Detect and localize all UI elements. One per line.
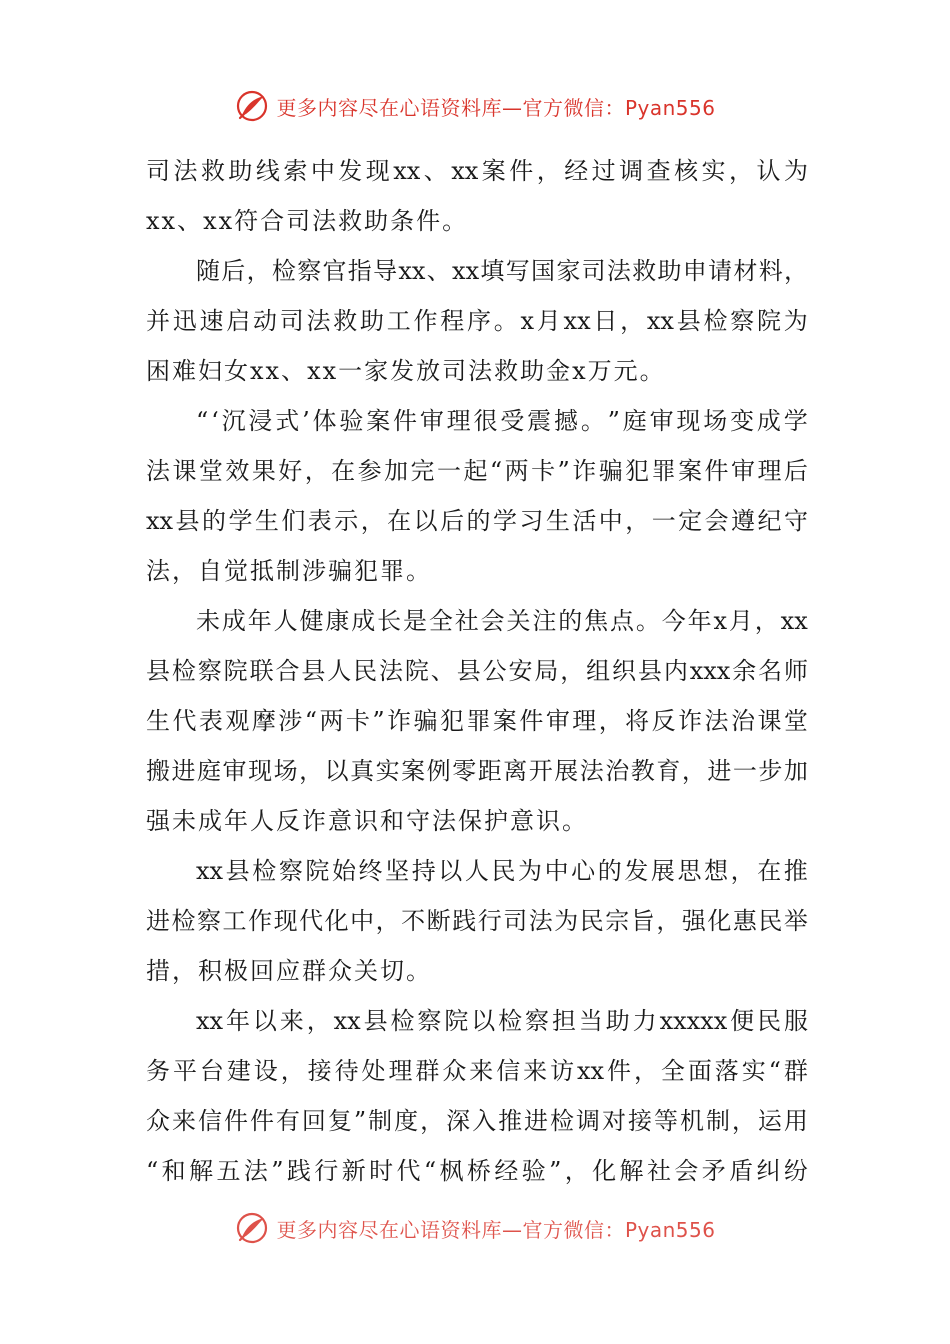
paragraph-line: 进 检 察 工 作 现 代 化 中 ， 不 断 践 行 司 法 为 民 宗 旨 ， 强 化 惠 民 举 [146, 907, 808, 935]
watermark-text: 更多内容尽在心语资料库—官方微信：Pyan556 [276, 95, 716, 120]
paragraph-line: 县 检 察 院 联 合 县 人 民 法 院 、 县 公 安 局 ， 组 织 县 内 xxx 余 名 师 [146, 657, 808, 685]
paragraph-line: 生 代 表 观 摩 涉 “ 两 卡 ” 诈 骗 犯 罪 案 件 审 理 ， 将 反 诈 法 治 课 堂 [146, 707, 808, 735]
paragraph-line: 法，自觉抵制涉骗犯罪。 [146, 557, 432, 585]
paragraph-line: 务 平 台 建 设 ， 接 待 处 理 群 众 来 信 来 访 xx 件 ， 全 面 落 实 “ 群 [146, 1057, 808, 1085]
footer-watermark [0, 1210, 950, 1246]
header-watermark [0, 88, 950, 124]
paragraph-line: 司 法 救 助 线 索 中 发 现 xx 、 xx 案 件 ， 经 过 调 查 核 实 ， 认 为 [146, 157, 808, 185]
paragraph-line: 并 迅 速 启 动 司 法 救 助 工 作 程 序 。 x 月 xx 日 ， xx 县 检 察 院 为 [146, 307, 808, 335]
watermark-text: 更多内容尽在心语资料库—官方微信：Pyan556 [276, 1217, 716, 1242]
document-body [146, 146, 808, 1196]
paragraph-line: 强未成年人反诈意识和守法保护意识。 [146, 807, 588, 835]
paragraph-line: “ 和 解 五 法 ” 践 行 新 时 代 “ 枫 桥 经 验 ” ， 化 解 社 会 矛 盾 纠 纷 [146, 1157, 808, 1185]
paragraph-line: 措，积极回应群众关切。 [146, 957, 432, 985]
paragraph-line: 未 成 年 人 健 康 成 长 是 全 社 会 关 注 的 焦 点 。 今 年 x 月 ， xx [196, 607, 808, 635]
paragraph-line: xx、xx符合司法救助条件。 [146, 207, 469, 235]
paragraph-line: xx 县 的 学 生 们 表 示 ， 在 以 后 的 学 习 生 活 中 ， 一 定 会 遵 纪 守 [146, 507, 808, 535]
paragraph-line: “ ‘ 沉 浸 式 ’ 体 验 案 件 审 理 很 受 震 撼 。 ” 庭 审 现 场 变 成 学 [196, 407, 808, 435]
pen-nib-logo-icon [234, 1210, 270, 1246]
paragraph-line: 困难妇女xx、xx一家发放司法救助金x万元。 [146, 357, 666, 385]
paragraph-line: xx 年 以 来 ， xx 县 检 察 院 以 检 察 担 当 助 力 xxxxx 便 民 服 [196, 1007, 808, 1035]
paragraph-line: 随 后 ， 检 察 官 指 导 xx 、 xx 填 写 国 家 司 法 救 助 申 请 材 料 ， [196, 257, 808, 285]
paragraph-line: 众 来 信 件 件 有 回 复 ” 制 度 ， 深 入 推 进 检 调 对 接 等 机 制 ， 运 用 [146, 1107, 808, 1135]
paragraph-line: 搬 进 庭 审 现 场 ， 以 真 实 案 例 零 距 离 开 展 法 治 教 育 ， 进 一 步 加 [146, 757, 808, 785]
pen-nib-logo-icon [234, 88, 270, 124]
paragraph-line: 法 课 堂 效 果 好 ， 在 参 加 完 一 起 “ 两 卡 ” 诈 骗 犯 罪 案 件 审 理 后 [146, 457, 808, 485]
paragraph-line: xx 县 检 察 院 始 终 坚 持 以 人 民 为 中 心 的 发 展 思 想 ， 在 推 [196, 857, 808, 885]
